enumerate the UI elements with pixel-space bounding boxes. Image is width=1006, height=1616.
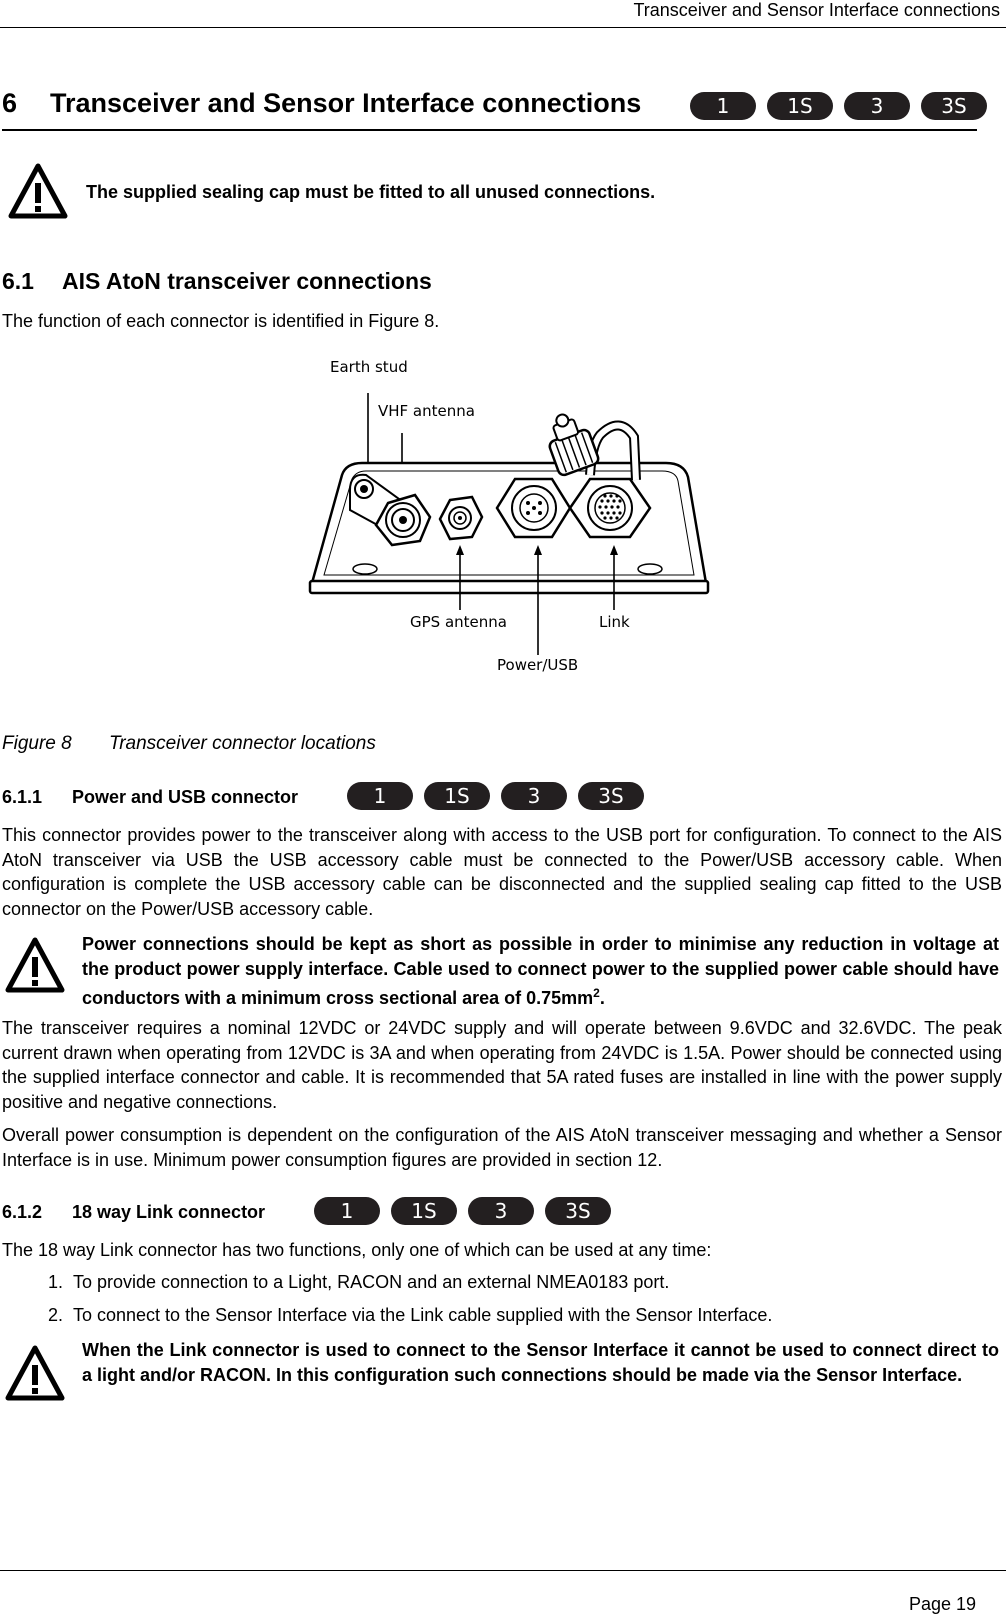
- badge-1s: 1S: [767, 92, 833, 120]
- list-item-text: To connect to the Sensor Interface via the Link cable supplied with the Sensor Interface.: [73, 1305, 773, 1325]
- heading-title: Power and USB connector: [72, 787, 299, 807]
- paragraph-power-usb-intro: This connector provides power to the transceiver along with access to the USB port for configuration. To connect to the AIS AtoN transceiver via USB the USB accessory cable must be connected to the Power/USB accessory cable. When configuration is complete the USB accessory cable can be disconnected and the supplied sealing cap fitted to the USB connector on the Power/USB accessory cable.: [2, 825, 1002, 919]
- paragraph-intro: The function of each connector is identified in Figure 8.: [2, 311, 440, 331]
- heading-title: 18 way Link connector: [72, 1202, 266, 1222]
- header-rule: [0, 27, 1006, 28]
- subsubsection-heading-link: [2, 1202, 265, 1223]
- figure-caption-text: Transceiver connector locations: [109, 733, 376, 754]
- variant-badges: [314, 1197, 611, 1225]
- warning-text-power-connections: [82, 932, 999, 1011]
- warning-icon: [7, 162, 69, 222]
- warning-superscript: 2: [593, 986, 600, 1000]
- badge-3s: 3S: [578, 782, 644, 810]
- list-item: [48, 1272, 669, 1293]
- heading-number: 6.1.1: [2, 787, 43, 807]
- variant-badges: [690, 92, 987, 120]
- warning-icon: [4, 936, 66, 996]
- page-number: Page 19: [908, 1594, 976, 1614]
- warning-period: .: [599, 988, 605, 1008]
- variant-badges: [347, 782, 644, 810]
- section-heading: [2, 88, 641, 119]
- badge-3: 3: [844, 92, 910, 120]
- subsection-heading: [2, 268, 432, 295]
- label-link: Link: [599, 613, 630, 631]
- list-item-text: To provide connection to a Light, RACON and an external NMEA0183 port.: [73, 1272, 670, 1292]
- badge-3s: 3S: [921, 92, 987, 120]
- subsubsection-heading-power-usb: [2, 787, 298, 808]
- label-gps-antenna: GPS antenna: [410, 613, 507, 631]
- label-earth-stud: Earth stud: [330, 358, 408, 376]
- warning-text-link-connector: When the Link connector is used to connect to the Sensor Interface it cannot be used to connect direct to a light and/or RACON. In this configuration such connections should be made via the Sensor Interface.: [82, 1340, 999, 1385]
- paragraph-supply-requirements: The transceiver requires a nominal 12VDC or 24VDC supply and will operate between 9.6VDC and 32.6VDC. The peak current drawn when operating from 12VDC is 3A and when operating from 24VDC is 1.5A. Power should be connected using the supplied interface connector and cable. It is recommended that 5A rated fuses are installed in line with the power supply positive and negative connections.: [2, 1018, 1002, 1112]
- section-title: Transceiver and Sensor Interface connections: [50, 88, 642, 118]
- paragraph-power-consumption: Overall power consumption is dependent on the configuration of the AIS AtoN transceiver messaging and whether a Sensor Interface is in use. Minimum power consumption figures are provided in section 12.: [2, 1125, 1002, 1170]
- section-number: 6: [2, 88, 18, 118]
- label-power-usb: Power/USB: [497, 656, 579, 674]
- subsection-number: 6.1: [2, 268, 34, 294]
- badge-1: 1: [690, 92, 756, 120]
- running-header: Transceiver and Sensor Interface connections: [633, 0, 1000, 20]
- list-item: [48, 1305, 772, 1326]
- label-vhf-antenna: VHF antenna: [378, 402, 475, 420]
- badge-1: 1: [314, 1197, 380, 1225]
- badge-3: 3: [501, 782, 567, 810]
- list-item-number: 2.: [48, 1305, 64, 1325]
- badge-3: 3: [468, 1197, 534, 1225]
- warning-body: Power connections should be kept as short as possible in order to minimise any reduction in voltage at the product power supply interface. Cable used to connect power to the supplied power cable should have conductors with a minimum cross sectional area of 0.75mm: [82, 934, 999, 1008]
- figure-caption: [2, 733, 376, 755]
- figure-caption-number: Figure 8: [2, 733, 72, 754]
- heading-rule: [2, 129, 977, 131]
- badge-3s: 3S: [545, 1197, 611, 1225]
- heading-number: 6.1.2: [2, 1202, 43, 1222]
- warning-icon: [4, 1344, 66, 1404]
- badge-1: 1: [347, 782, 413, 810]
- badge-1s: 1S: [391, 1197, 457, 1225]
- transceiver-figure: [300, 355, 730, 690]
- footer-rule: [0, 1570, 1006, 1571]
- subsection-title: AIS AtoN transceiver connections: [62, 268, 432, 294]
- list-item-number: 1.: [48, 1272, 64, 1292]
- paragraph-link-intro: The 18 way Link connector has two functions, only one of which can be used at any time:: [2, 1240, 712, 1260]
- badge-1s: 1S: [424, 782, 490, 810]
- warning-text-sealing-cap: The supplied sealing cap must be fitted to all unused connections.: [86, 182, 656, 202]
